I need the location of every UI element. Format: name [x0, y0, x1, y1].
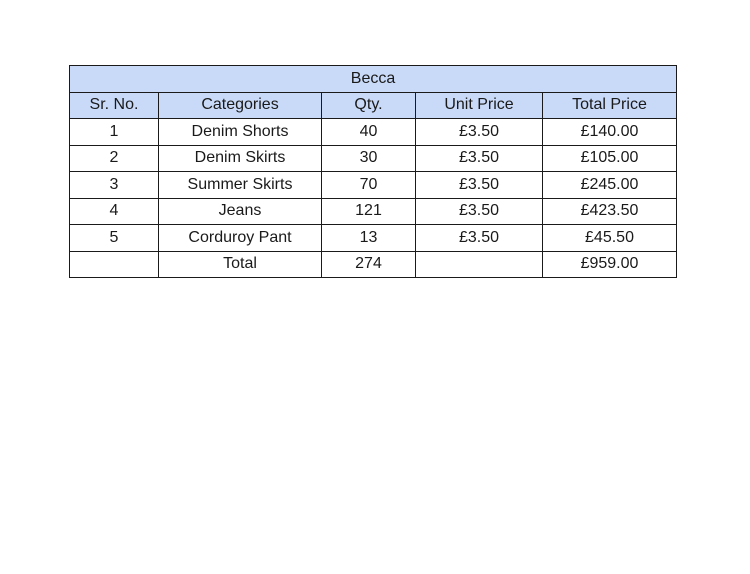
cell-category: Denim Shorts — [159, 119, 322, 146]
total-row — [70, 251, 677, 278]
cell-category: Corduroy Pant — [159, 225, 322, 252]
header-qty: Qty. — [322, 92, 416, 119]
cell-qty: 30 — [322, 145, 416, 172]
cell-sr-no: 5 — [70, 225, 159, 252]
title-row — [70, 66, 677, 93]
cell-qty: 40 — [322, 119, 416, 146]
cell-sr-no: 3 — [70, 172, 159, 199]
cell-qty: 121 — [322, 198, 416, 225]
cell-sr-no: 1 — [70, 119, 159, 146]
cell-sr-no: 4 — [70, 198, 159, 225]
cell-total-price: £105.00 — [543, 145, 677, 172]
cell-unit-price: £3.50 — [416, 225, 543, 252]
cell-category: Jeans — [159, 198, 322, 225]
table-title: Becca — [70, 66, 677, 93]
total-label: Total — [159, 251, 322, 278]
cell-qty: 70 — [322, 172, 416, 199]
header-row — [70, 92, 677, 119]
header-categories: Categories — [159, 92, 322, 119]
cell-category: Summer Skirts — [159, 172, 322, 199]
cell-unit-price: £3.50 — [416, 119, 543, 146]
cell-total-price: £245.00 — [543, 172, 677, 199]
table-row — [70, 172, 677, 199]
total-price: £959.00 — [543, 251, 677, 278]
total-qty: 274 — [322, 251, 416, 278]
cell-category: Denim Skirts — [159, 145, 322, 172]
cell-total-price: £423.50 — [543, 198, 677, 225]
invoice-table — [69, 65, 677, 278]
cell-sr-no: 2 — [70, 145, 159, 172]
total-unit-price — [416, 251, 543, 278]
header-unit-price: Unit Price — [416, 92, 543, 119]
table-row — [70, 198, 677, 225]
total-sr-no — [70, 251, 159, 278]
header-sr-no: Sr. No. — [70, 92, 159, 119]
table-row — [70, 225, 677, 252]
cell-unit-price: £3.50 — [416, 145, 543, 172]
table-row — [70, 119, 677, 146]
cell-qty: 13 — [322, 225, 416, 252]
header-total-price: Total Price — [543, 92, 677, 119]
cell-total-price: £140.00 — [543, 119, 677, 146]
table-row — [70, 145, 677, 172]
cell-total-price: £45.50 — [543, 225, 677, 252]
cell-unit-price: £3.50 — [416, 198, 543, 225]
cell-unit-price: £3.50 — [416, 172, 543, 199]
